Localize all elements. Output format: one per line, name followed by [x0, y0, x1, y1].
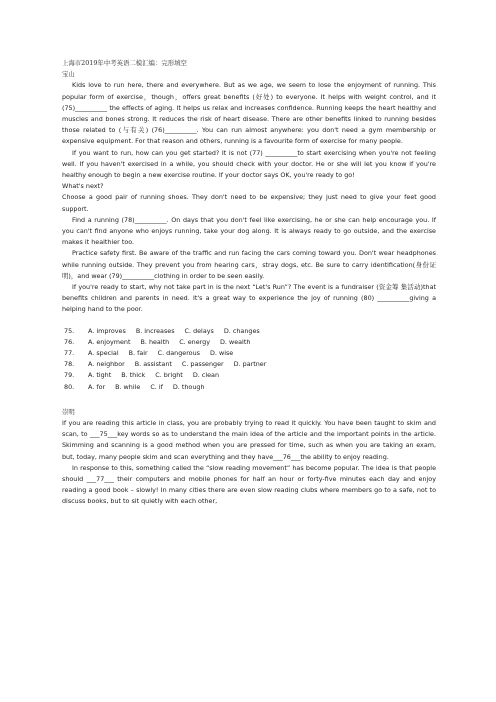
passage2-paragraph: If you are reading this article in class, you are probably trying to read it quickly. You have been taught to skim and scan, to ___75___key words so as to understand the main idea of the article and the important points in the article. Skimming and scanning is a good method when you are pressed for time, such as when you are taking an exam, but, today, many people skim and scan everything and they have___76___the ability to enjoy reading. — [62, 419, 436, 461]
answer-options — [62, 326, 436, 393]
question-number: 79. — [64, 371, 75, 380]
section-label-baoshan: 宝山 — [62, 70, 75, 79]
option-a: A. improves — [88, 326, 126, 335]
option-a: A. special — [88, 349, 119, 358]
option-row — [62, 359, 436, 370]
option-b: B. while — [115, 382, 141, 391]
option-d: D. partner — [233, 360, 267, 369]
passage1-paragraph: Choose a good pair of running shoes. They don't need to be expensive; they just need to give your feet good support. — [62, 193, 436, 213]
option-row — [62, 326, 436, 337]
option-d: D. though — [172, 382, 205, 391]
option-c: C. bright — [155, 371, 183, 380]
option-d: D. wealth — [219, 337, 251, 346]
option-d: D. changes — [223, 326, 260, 335]
passage1-paragraph: Kids love to run here, there and everywhere. But as we age, we seem to lose the enjoyment of running. This popular form of exercise，though，offers great benefits (好处) to everyone. It helps with weight control, and it (75)__________ the effects of aging. It helps us relax and increases confidence. Running keeps the heart healthy and muscles and bones strong. It reduces the risk of heart disease. There are other benefits linked to running besides those related to (与有关) (76)__________. You can run almost anywhere: you don't need a gym membership or expensive equipment. For that reason and others, running is a favourite form of exercise for many people. — [62, 81, 436, 146]
question-number: 75. — [64, 326, 75, 335]
option-c: C. energy — [179, 337, 210, 346]
passage1-paragraph: If you want to run, how can you get started? It is not (77) __________to start exercising when you're not feeling well. If you haven't exercised in a while, you should check with your doctor. He or she will let you know if you're healthy enough to begin a new exercise routine. If your doctor says OK, you're ready to go! — [62, 148, 436, 180]
option-b: B. increases — [135, 326, 175, 335]
passage1-paragraph: Find a running (78)__________. On days that you don't feel like exercising, he or she can help encourage you. If you can't find anyone who enjoys running, take your dog along. It is always ready to go outside, and the exercise makes it healthier too. — [62, 215, 436, 247]
document-page — [62, 58, 436, 508]
document-title: 上海市2019年中考英语二模汇编：完形填空 — [62, 59, 187, 67]
option-d: D. wise — [209, 349, 234, 358]
option-d: D. clean — [192, 371, 219, 380]
passage1-paragraph: If you're ready to start, why not take part in is the next “Let's Run”? The event is a fundraiser (资金筹 集活动)that benefits children and parents in need. It's a great way to experience the joy of running (80) __________giving a helping hand to the poor. — [62, 283, 436, 314]
question-number: 76. — [64, 337, 75, 346]
section-label-chongming: 崇明 — [62, 407, 75, 416]
passage1-paragraph: What's next? — [62, 182, 104, 191]
option-c: C. passenger — [181, 360, 224, 369]
question-number: 77. — [64, 349, 75, 358]
option-a: A. for — [88, 382, 106, 391]
option-row — [62, 370, 436, 381]
passage1-paragraph: Practice safety first. Be aware of the traffic and run facing the cars coming toward you. Don't wear headphones while running outside. They prevent you from hearing cars，stray dogs, etc. Be sure to carry identification(身份证明)，and wear (79)__________clothing in order to be seen easily. — [62, 249, 436, 280]
question-number: 80. — [64, 382, 75, 391]
option-row — [62, 382, 436, 393]
option-row — [62, 348, 436, 359]
option-a: A. neighbor — [88, 360, 125, 369]
option-c: C. delays — [184, 326, 214, 335]
option-b: B. thick — [121, 371, 146, 380]
passage2-paragraph: In response to this, something called the “slow reading movement” has become popular. The idea is that people should ___77___ their computers and mobile phones for half an hour or forty-five minutes each day and enjoy reading a good book – slowly! In many cities there are even slow reading clubs where members go to a safe, not to discuss books, but to sit quietly with each other, — [62, 463, 436, 506]
option-b: B. fair — [128, 349, 148, 358]
option-c: C. dangerous — [157, 349, 200, 358]
option-a: A. tight — [88, 371, 112, 380]
option-b: B. assistant — [134, 360, 172, 369]
option-c: C. if — [150, 382, 163, 391]
option-a: A. enjoyment — [88, 337, 131, 346]
option-row — [62, 337, 436, 348]
question-number: 78. — [64, 360, 75, 369]
option-b: B. health — [140, 337, 170, 346]
